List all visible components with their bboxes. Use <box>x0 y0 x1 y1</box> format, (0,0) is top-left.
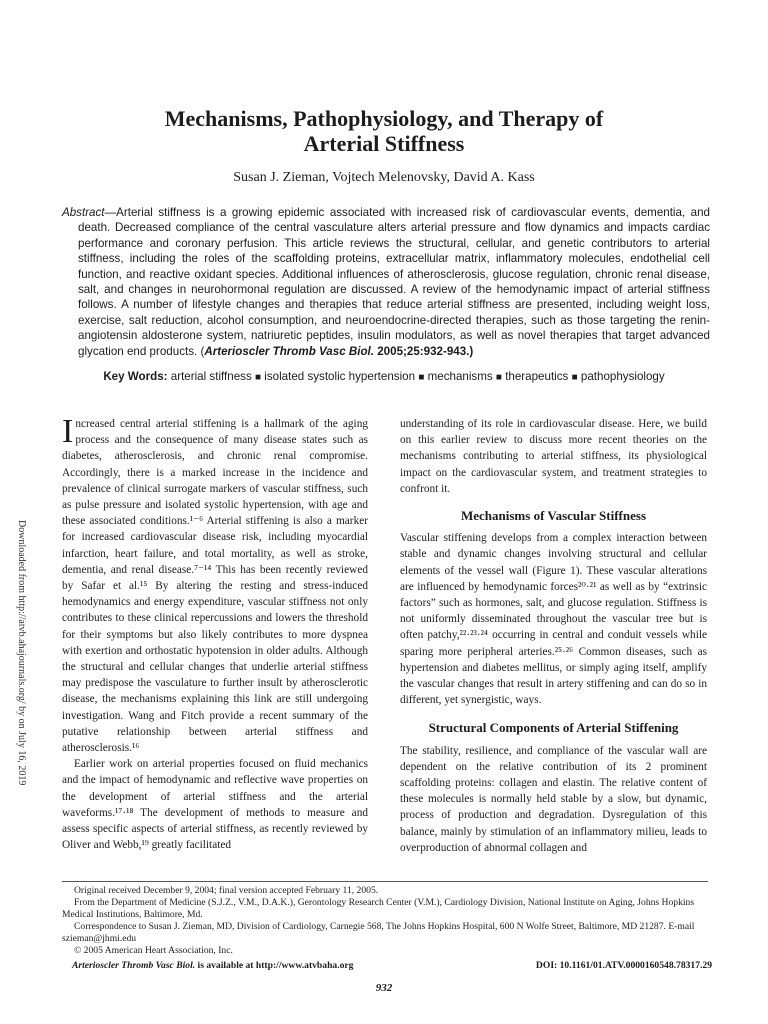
abstract-text: —Arterial stiffness is a growing epidemic associated with increased risk of cardiovascular events, dementia, and death. Decreased compliance of the central vasculature alters arterial pressure and flow dynamics and impacts cardiac performance and coronary perfusion. This article reviews the structural, cellular, and genetic contributors to arterial stiffness, including the roles of the scaffolding proteins, extracellular matrix, inflammatory molecules, endothelial cell function, and reactive oxidant species. Additional influences of atherosclerosis, glucose regulation, chronic renal disease, salt, and changes in neurohormonal regulation are discussed. A review of the hemodynamic impact of arterial stiffness follows. A number of lifestyle changes and therapies that reduce arterial stiffness are presented, including weight loss, exercise, salt reduction, alcohol consumption, and neuroendocrine-directed therapies, such as those targeting the renin-angiotensin aldosterone system, natriuretic peptides, insulin modulators, as well as novel therapies that target advanced glycation end products. ( <box>78 206 710 358</box>
keyword: mechanisms <box>427 370 493 383</box>
journal-url: is available at http://www.atvbaha.org <box>195 960 354 971</box>
footnote-copyright: © 2005 American Heart Association, Inc. <box>74 945 233 956</box>
structural-paragraph: The stability, resilience, and compliance of the vascular wall are dependent on the relative contribution of its 2 prominent scaffolding proteins: collagen and elastin. The relative content of these molecules is normally held stable by a slow, but dynamic, process of production and degradation. Dysregulation of this balance, mainly by stimulation of an inflammatory milieu, leads to overproduction of abnormal collagen and <box>400 744 707 854</box>
intro-paragraph-1-text: ncreased central arterial stiffening is a hallmark of the aging process and the consequence of many disease states such as diabetes, atherosclerosis, and chronic renal compromise. Accordingly, there is a marked increase in the incidence and prevalence of clinical surrogate markers of vascular stiffness, such as pulse pressure and isolated systolic hypertension, with age and these associated conditions.¹⁻⁶ Arterial stiffening is also a marker for increased cardiovascular disease risk, including myocardial infarction, heart failure, and total mortality, as well as stroke, dementia, and renal disease.⁷⁻¹⁴ This has been recently reviewed by Safar et al.¹⁵ By altering the resting and stress-induced hemodynamics and energy expenditure, vascular stiffness not only contributes to these clinical repercussions and lowers the threshold for their symptoms but also likely contributes to more dyspnea with exertion and orthostatic hypotension in older adults. Although the structural and cellular changes that underlie arterial stiffness may predispose the vasculature to further insult by atherosclerotic disease, the mechanisms explaining this link are still undergoing investigation. Wang and Fitch provide a recent summary of the putative relationship between arterial stiffness and atherosclerosis.¹⁶ <box>62 418 368 755</box>
keyword: arterial stiffness <box>170 370 252 383</box>
intro-paragraph-continued: understanding of its role in cardiovascular disease. Here, we build on this earlier review to discuss more recent theories on the mechanisms contributing to arterial stiffness, its physiological impact on the cardiovascular system, and treatment strategies to confront it. <box>400 418 707 495</box>
title-line-2: Arterial Stiffness <box>303 131 465 156</box>
section-heading-structural: Structural Components of Arterial Stiffening <box>428 720 679 736</box>
journal-footer <box>72 960 712 971</box>
keyword: pathophysiology <box>580 370 665 383</box>
key-words-label: Key Words: <box>103 370 168 383</box>
intro-paragraph-2: Earlier work on arterial properties focused on fluid mechanics and the impact of hemodynamic and reflective wave properties on the development of arterial stiffness and the arterial waveforms.¹⁷·¹⁸ The development of methods to measure and assess specific aspects of arterial stiffness, as recently reviewed by Oliver and Webb,¹⁹ greatly facilitated <box>62 758 368 852</box>
author-list: Susan J. Zieman, Vojtech Melenovsky, David A. Kass <box>233 170 535 185</box>
page-number: 932 <box>375 982 393 994</box>
mechanisms-paragraph: Vascular stiffening develops from a complex interaction between stable and dynamic changes involving structural and cellular elements of the vessel wall (Figure 1). These vascular alterations are influenced by hemodynamic forces²⁰·²¹ as well as by “extrinsic factors” such as hormones, salt, and glucose regulation. Stiffness is not uniformly disseminated throughout the vascular tree but is often patchy,²²·²³·²⁴ occurring in central and conduit vessels while sparing more peripheral arteries.²⁵·²⁶ Common diseases, such as hypertension and diabetes mellitus, or simply aging itself, amplify the vascular changes that result in artery stiffening and can do so in different, yet synergistic, ways. <box>400 532 707 707</box>
keyword-separator: ■ <box>418 372 425 383</box>
doi: DOI: 10.1161/01.ATV.0000160548.78317.29 <box>535 960 712 971</box>
download-watermark: Downloaded from http://atvb.ahajournals.org/ by on July 16, 2019 <box>16 520 27 786</box>
footnotes <box>62 881 708 957</box>
section-heading-mechanisms: Mechanisms of Vascular Stiffness <box>460 508 647 524</box>
abstract <box>62 205 710 359</box>
keyword: isolated systolic hypertension <box>264 370 416 383</box>
keyword-separator: ■ <box>571 372 578 383</box>
footnote-received: Original received December 9, 2004; final version accepted February 11, 2005. <box>74 885 379 896</box>
intro-paragraph-1 <box>62 413 368 756</box>
journal-name: Arterioscler Thromb Vasc Biol. <box>72 960 196 971</box>
keyword: therapeutics <box>505 370 569 383</box>
footnote-correspondence: Correspondence to Susan J. Zieman, MD, Division of Cardiology, Carnegie 568, The Johns Hopkins Hospital, 600 N Wolfe Street, Baltimore, MD 21287. E-mail szieman@jhmi.edu <box>62 921 695 944</box>
title-line-1: Mechanisms, Pathophysiology, and Therapy of <box>164 106 604 131</box>
footnote-affiliation: From the Department of Medicine (S.J.Z., V.M., D.A.K.), Gerontology Research Center (V.M.), Cardiology Division, National Institute on Aging, Johns Hopkins Medical Institutions, Baltimore, Md. <box>62 897 695 920</box>
key-words <box>60 370 708 383</box>
paper-title <box>60 106 708 156</box>
drop-cap: I <box>62 413 74 450</box>
keyword-separator: ■ <box>254 372 262 383</box>
left-column <box>62 413 368 853</box>
keyword-separator: ■ <box>495 372 502 383</box>
abstract-citation-rest: 2005;25:932-943.) <box>374 344 474 358</box>
abstract-label: Abstract <box>62 206 105 219</box>
abstract-citation-journal: Arterioscler Thromb Vasc Biol. <box>204 344 374 358</box>
right-column <box>400 416 707 856</box>
